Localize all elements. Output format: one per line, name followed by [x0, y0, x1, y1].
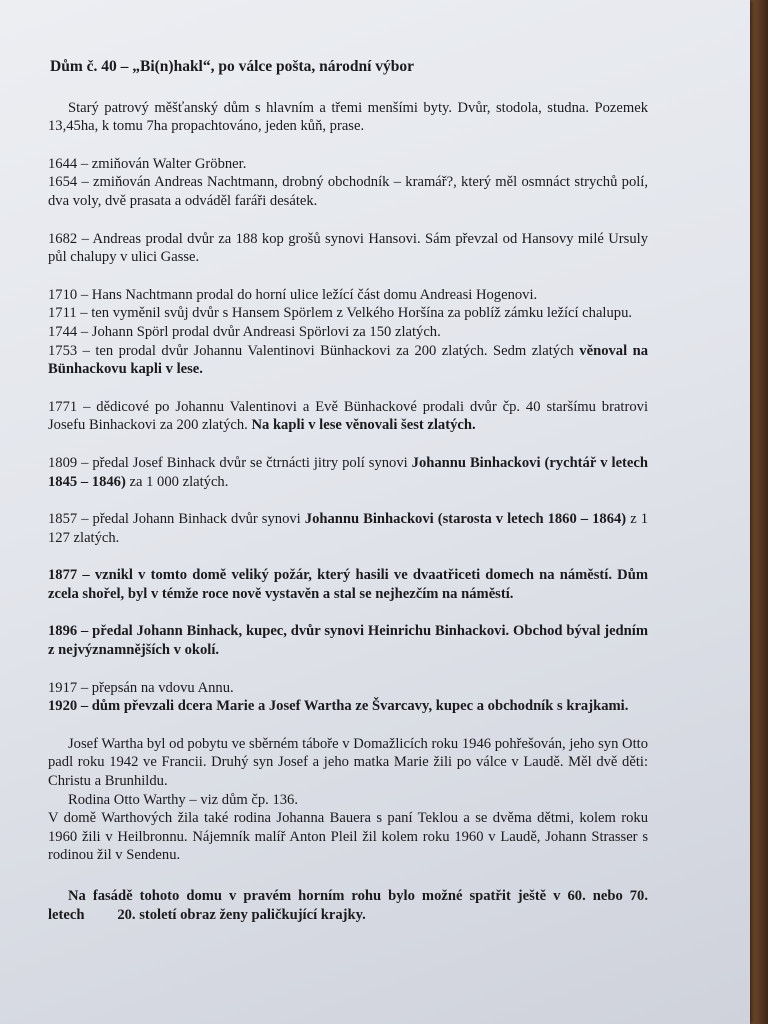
- entry-1771-text: 1771 – dědicové po Johannu Valentinovi a Evě Bünhackové prodali dvůr čp. 40 staršímu bratrovi Josefu Binhackovi za 200 zlatých.: [48, 398, 648, 434]
- facade-note-tail: 20. století obraz ženy paličkující krajky.: [117, 906, 366, 923]
- entries-1917-1920: [48, 679, 648, 716]
- entry-1857-text: 1857 – předal Johann Binhack dvůr synovi: [48, 511, 301, 528]
- entry-1920: 1920 – dům převzali dcera Marie a Josef Wartha ze Švarcavy, kupec a obchodník s krajkami.: [48, 698, 629, 715]
- entry-1857-tail: z 1 127 zlatých.: [48, 511, 648, 546]
- otto-wartha-note: Rodina Otto Warthy – viz dům čp. 136.: [68, 791, 299, 808]
- entry-1753-text: 1753 – ten prodal dvůr Johannu Valentinovi Bünhackovi za 200 zlatých. Sedm zlatých: [48, 342, 574, 359]
- entry-1857: [48, 510, 648, 547]
- house-description: Starý patrový měšťanský dům s hlavním a třemi menšími byty. Dvůr, stodola, studna. Pozemek 13,45ha, k tomu 7ha propachtováno, jeden kůň, prase.: [48, 99, 648, 135]
- entry-1753-bold: věnoval na Bünhackovu kapli v lese.: [48, 342, 648, 378]
- entry-1711: 1711 – ten vyměnil svůj dvůr s Hansem Spörlem z Velkého Horšína za poblíž zámku ležící chalupu.: [48, 305, 633, 322]
- document-content: [48, 58, 648, 924]
- wartha-paragraph: Josef Wartha byl od pobytu ve sběrném táboře v Domažlicích roku 1946 pohřešován, jeho syn Otto padl roku 1942 ve Francii. Druhý syn Josef a jeho matka Marie žili po válce v Laudě. Měl dvě děti: Christu a Brunhildu.: [48, 735, 648, 790]
- entry-1809: [48, 454, 648, 491]
- entry-1654: 1654 – zmiňován Andreas Nachtmann, drobný obchodník – kramář?, který měl osmnáct strychů polí, dva voly, dvě prasata a odváděl faráři desátek.: [48, 174, 648, 209]
- entry-1809-bold: Johannu Binhackovi (rychtář v letech 1845 – 1846): [48, 454, 648, 490]
- entry-1896: 1896 – předal Johann Binhack, kupec, dvůr synovi Heinrichu Binhackovi. Obchod býval jedním z nejvýznamnějších v okolí.: [48, 623, 648, 659]
- facade-note-text: Na fasádě tohoto domu v pravém horním rohu bylo možné spatřit ještě v 60. nebo 70.: [68, 888, 648, 904]
- entry-1809-text: 1809 – předal Josef Binhack dvůr se čtrnácti jitry polí synovi: [48, 454, 408, 471]
- entry-1877: 1877 – vznikl v tomto domě veliký požár, který hasili ve dvaatřiceti domech na náměstí. Dům zcela shořel, byl v témže roce nově vystavěn a stal se nejhezčím na náměstí.: [48, 567, 648, 602]
- entry-1744: 1744 – Johann Spörl prodal dvůr Andreasi Spörlovi za 150 zlatých.: [48, 323, 441, 340]
- entry-1644: 1644 – zmiňován Walter Gröbner.: [48, 155, 247, 172]
- facade-note-letech: letech: [48, 906, 85, 923]
- entries-1644-1654: [48, 155, 648, 211]
- house-heading: Dům č. 40 – „Bi(n)hakl“, po válce pošta, národní výbor: [50, 58, 415, 75]
- entry-1682: 1682 – Andreas prodal dvůr za 188 kop grošů synovi Hansovi. Sám převzal od Hansovy milé Ursuly půl chalupy v ulici Gasse.: [48, 230, 648, 266]
- entry-1917: 1917 – přepsán na vdovu Annu.: [48, 679, 234, 696]
- facade-note: [48, 887, 648, 924]
- entry-1771: [48, 398, 648, 435]
- entries-1710-1753: [48, 286, 648, 379]
- entry-1753: [48, 343, 648, 378]
- entry-1809-tail: za 1 000 zlatých.: [129, 473, 229, 490]
- bauer-paragraph: V domě Warthových žila také rodina Johanna Bauera s paní Teklou a se dvěma dětmi, kolem roku 1960 žili v Heilbronnu. Nájemník malíř Anton Pleil žil kolem roku 1960 v Laudě, Johann Strasser s rodinou žil v Sendenu.: [48, 810, 648, 864]
- entry-1857-bold: Johannu Binhackovi (starosta v letech 1860 – 1864): [304, 511, 627, 528]
- entry-1771-bold: Na kapli v lese věnovali šest zlatých.: [251, 417, 476, 434]
- entry-1710: 1710 – Hans Nachtmann prodal do horní ulice ležící část domu Andreasi Hogenovi.: [48, 286, 538, 303]
